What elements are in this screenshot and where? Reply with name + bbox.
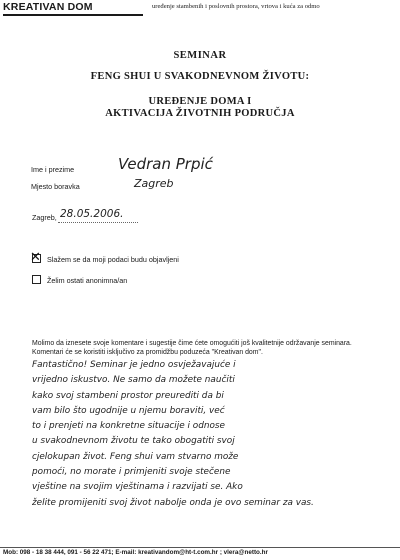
seminar-subtitle-line2: AKTIVACIJA ŽIVOTNIH PODRUČJA [105, 108, 295, 119]
comment-line: kako svoj stambeni prostor preurediti da bi [32, 390, 224, 401]
residence-value[interactable]: Zagreb [134, 177, 174, 190]
comment-line: to i prenjeti na konkretne situacije i odnose [32, 421, 226, 432]
anonymous-label: Želim ostati anonimna/an [47, 276, 128, 285]
comment-line: vještine na svojim vještinama i razvijati se. Ako [32, 482, 243, 493]
comment-instructions: Molimo da iznesete svoje komentare i sugestije čime ćete omogućiti još kvalitetnije održavanje seminara. Komentari će se koristiti isključivo za promidžbu poduzeća "Kreativan dom". [32, 340, 352, 356]
handwritten-comment[interactable] [32, 358, 387, 511]
consent-publish-label: Slažem se da moji podaci budu objavljeni [47, 255, 179, 264]
comment-line: u svakodnevnom životu te tako obogatiti svoj [32, 436, 235, 447]
name-value[interactable]: Vedran Prpić [118, 155, 213, 173]
comment-line: pomoći, no morate i primjeniti svoje stečene [32, 467, 231, 478]
checkmark-x-icon: ✕ [30, 250, 41, 265]
comment-line: cjelokupan život. Feng shui vam stvarno može [32, 451, 239, 462]
consent-publish-checkbox[interactable] [30, 250, 41, 265]
date-label: Zagreb, [32, 213, 57, 222]
residence-label: Mjesto boravka [31, 182, 80, 191]
date-underline [58, 222, 138, 223]
comment-line: vam bilo što ugodnije u njemu boraviti, već [32, 405, 225, 416]
seminar-title-block [0, 50, 400, 119]
contact-footer: Mob: 098 - 18 38 444, 091 - 56 22 471; E-mail: kreativandom@ht-t.com.hr ; vlera@netto.hr [3, 549, 268, 556]
comment-line: vrijedno iskustvo. Ne samo da možete naučiti [32, 375, 235, 386]
comment-line: Fantastično! Seminar je jedno osvježavajuće i [32, 360, 236, 370]
date-value[interactable]: 28.05.2006. [60, 208, 124, 220]
footer-divider [0, 547, 400, 548]
letterhead [0, 0, 400, 17]
company-tagline: uređenje stambenih i poslovnih prostora, vrtova i kuća za odmo [152, 3, 320, 10]
name-label: Ime i prezime [31, 165, 75, 174]
comment-line: želite promijeniti svoj život nabolje onda je ovo seminar za vas. [32, 497, 314, 508]
seminar-label: SEMINAR [173, 50, 227, 61]
brand-name: KREATIVAN DOM [3, 1, 93, 13]
seminar-subtitle-line1: UREĐENJE DOMA I [148, 96, 252, 107]
seminar-title: FENG SHUI U SVAKODNEVNOM ŽIVOTU: [90, 71, 310, 82]
anonymous-checkbox[interactable] [32, 275, 41, 284]
brand-underline [3, 14, 143, 16]
